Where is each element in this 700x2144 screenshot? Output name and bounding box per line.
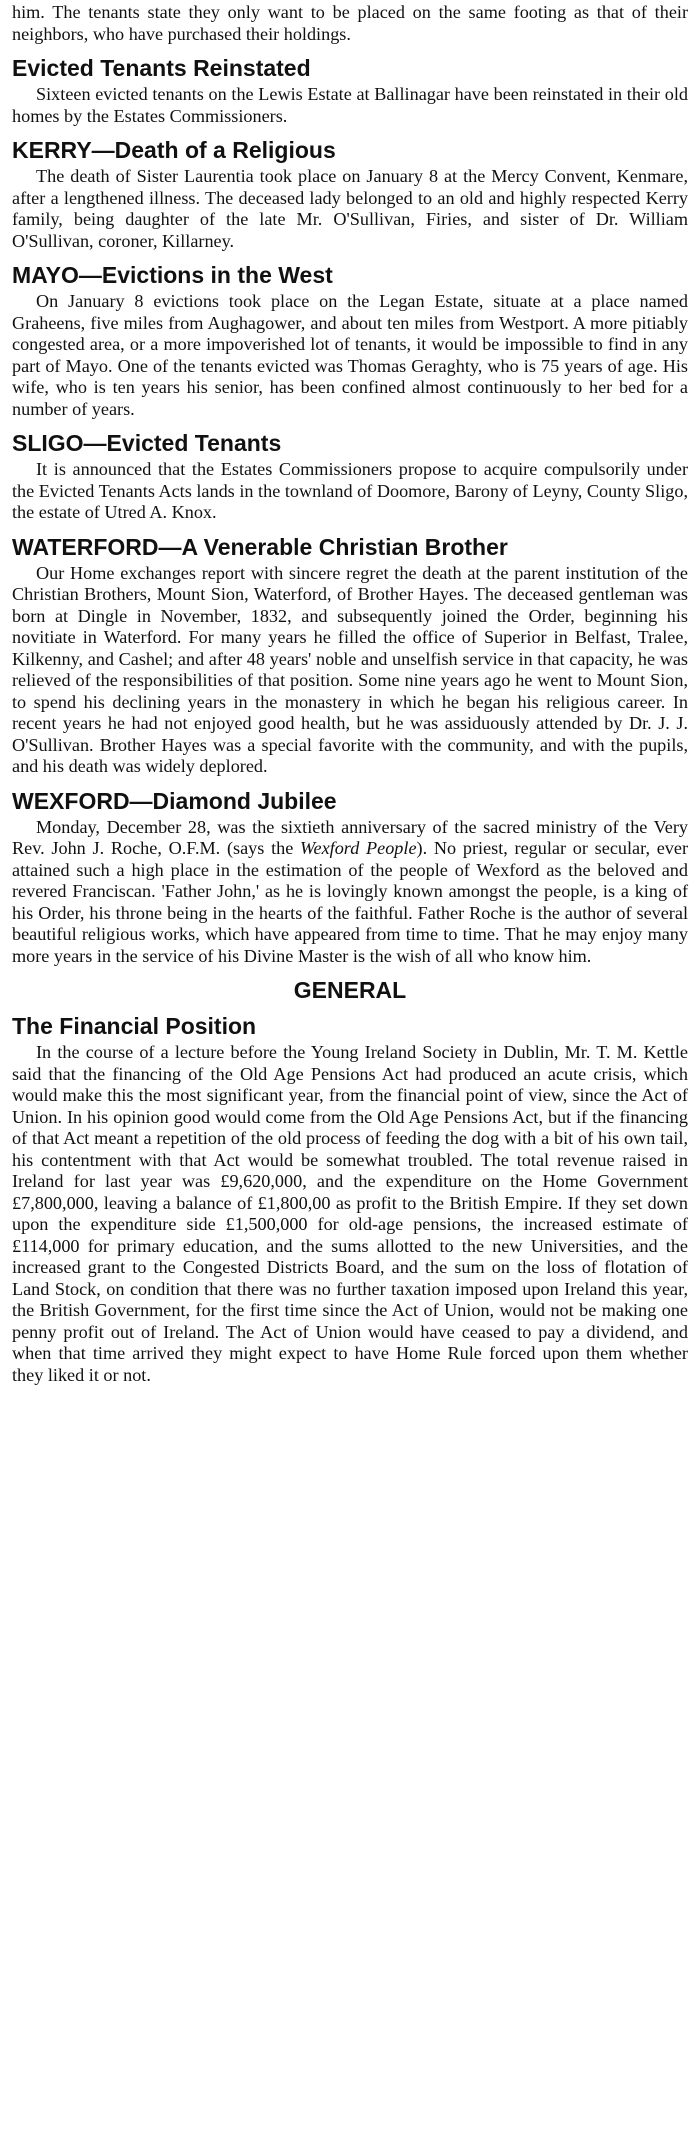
article-heading: WATERFORD—A Venerable Christian Brother [12, 533, 508, 560]
article-evicted-tenants-reinstated [12, 55, 688, 127]
article-body [12, 817, 688, 968]
article-waterford [12, 534, 688, 778]
intro-paragraph: him. The tenants state they only want to be placed on the same footing as that of their neighbors, who have purchased their holdings. [12, 2, 688, 44]
article-body: Our Home exchanges report with sincere regret the death at the parent institution of the Christian Brothers, Mount Sion, Waterford, of Brother Hayes. The deceased gentleman was born at Dingle in November, 1832, and subsequently joined the Order, beginning his novitiate in Waterford. For many years he filled the office of Superior in Belfast, Tralee, Kilkenny, and Cashel; and after 48 years' noble and unselfish service in that capacity, he was relieved of the responsibilities of that position. Some nine years ago he went to Mount Sion, to spend his declining years in the monastery in which he began his religious career. In recent years he had not enjoyed good health, but he was assiduously attended by Dr. J. J. O'Sullivan. Brother Hayes was a special favorite with the community, and with the pupils, and his death was widely deplored. [12, 562, 688, 776]
article-body: The death of Sister Laurentia took place on January 8 at the Mercy Convent, Kenmare, after a lengthened illness. The deceased lady belonged to an old and highly respected Kerry family, being daughter of the late Mr. O'Sullivan, Firies, and sister of Dr. William O'Sullivan, coroner, Killarney. [12, 166, 688, 251]
article-heading: SLIGO—Evicted Tenants [12, 430, 282, 456]
article-heading: KERRY—Death of a Religious [12, 137, 336, 163]
article-body: In the course of a lecture before the Young Ireland Society in Dublin, Mr. T. M. Kettle said that the financing of the Old Age Pensions Act had produced an acute crisis, which would make this the most significant year, from the financial point of view, since the Act of Union. In his opinion good would come from the Old Age Pensions Act, but if the financing of that Act meant a repetition of the old process of feeding the dog with a bit of his own tail, his contentment with that Act would be somewhat troubled. The total revenue raised in Ireland for last year was £9,620,000, and the expenditure on the Home Government £7,800,000, leaving a balance of £1,800,00 as profit to the British Empire. If they set down upon the expenditure side £1,500,000 for old-age pensions, the increased estimate of £114,000 for primary education, and the sums allotted to the new Universities, and the increased grant to the Congested Districts Board, and the sum on the loss of flotation of Land Stock, on condition that there was no further taxation imposed upon Ireland this year, the British Government, for the first time since the Act of Union, would not be making one penny profit out of Ireland. The Act of Union would have ceased to pay a dividend, and when that time arrived they might expect to have Home Rule forced upon them whether they liked it or not. [12, 1042, 688, 1385]
article-kerry [12, 137, 688, 252]
article-heading: MAYO—Evictions in the West [12, 262, 333, 288]
article-wexford [12, 788, 688, 968]
article-heading: The Financial Position [12, 1013, 257, 1039]
section-general [12, 977, 688, 1386]
article-sligo [12, 430, 688, 524]
article-body: On January 8 evictions took place on the Legan Estate, situate at a place named Graheens, five miles from Aughagower, and about ten miles from Westport. A more pitiably congested area, or a more impoverished lot of tenants, it would be impossible to find in any part of Mayo. One of the tenants evicted was Thomas Geraghty, who is 75 years of age. His wife, who is ten years his senior, has been confined almost continuously to her bed for a number of years. [12, 291, 688, 419]
article-body: It is announced that the Estates Commissioners propose to acquire compulsorily under the Evicted Tenants Acts lands in the townland of Doomore, Barony of Leyny, County Sligo, the estate of Utred A. Knox. [12, 459, 688, 522]
article-heading: WEXFORD—Diamond Jubilee [12, 787, 337, 814]
article-body-end: ). No priest, regular or secular, ever attained such a high place in the estimation of the people of Wexford as the beloved and revered Franciscan. 'Father John,' as he is lovingly known amongst the people, is a king of his Order, his throne being in the hearts of the faithful. Father Roche is the author of several beautiful religious works, which have appeared from time to time. That he may enjoy many more years in the service of his Divine Master is the wish of all who know him. [12, 838, 689, 966]
article-heading: Evicted Tenants Reinstated [12, 55, 311, 81]
article-body-start: Monday, December 28, was the sixtieth anniversary of the sacred ministry of the Very Rev. John J. Roche, O.F.M. (says the [12, 816, 688, 858]
article-mayo [12, 262, 688, 420]
article-body: Sixteen evicted tenants on the Lewis Estate at Ballinagar have been reinstated in their old homes by the Estates Commissioners. [12, 84, 688, 126]
section-title: GENERAL [293, 977, 407, 1003]
newspaper-title: Wexford People [300, 838, 417, 858]
